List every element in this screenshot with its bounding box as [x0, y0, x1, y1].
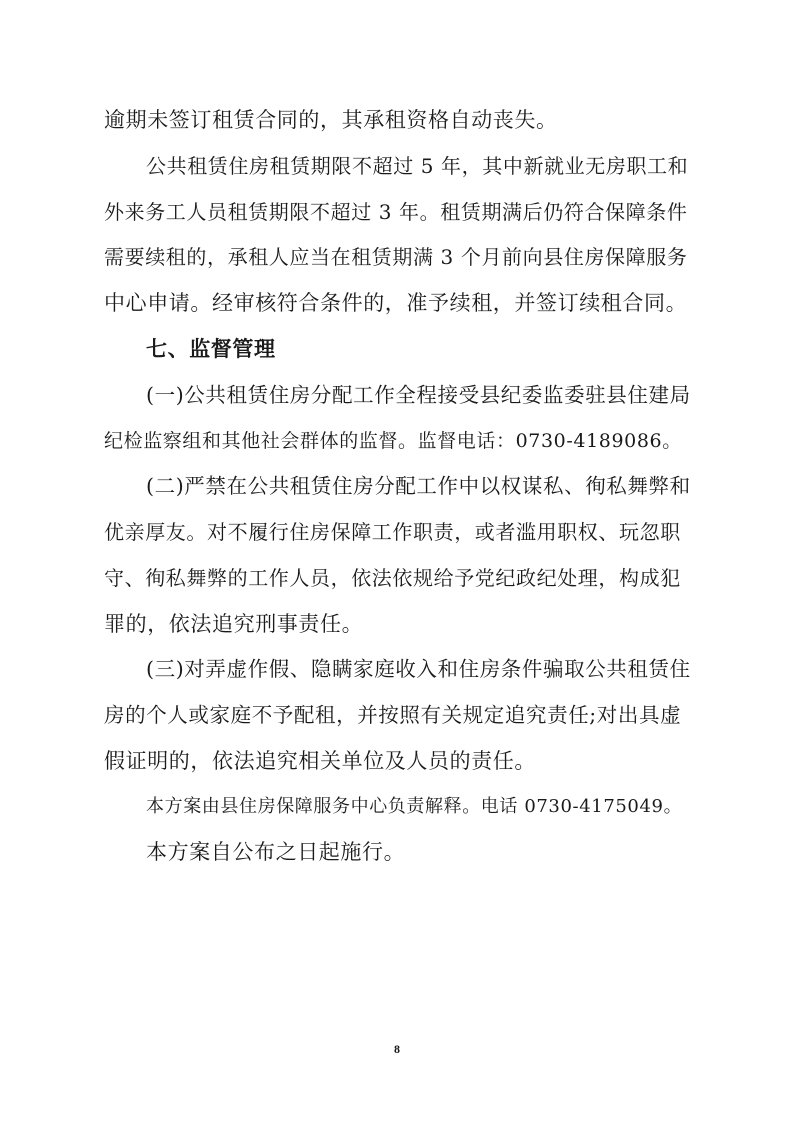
text-line: 需要续租的，承租人应当在租赁期满 3 个月前向县住房保障服务: [104, 245, 688, 269]
text-line: 罪的，依法追究刑事责任。: [104, 612, 364, 636]
text-line: 纪检监察组和其他社会群体的监督。监督电话：0730-4189086。: [104, 430, 682, 452]
text-line: 房的个人或家庭不予配租，并按照有关规定追究责任;对出具虚: [104, 703, 682, 727]
text-line: 公共租赁住房租赁期限不超过 5 年，其中新就业无房职工和: [146, 154, 689, 178]
text-line: 本方案由县住房保障服务中心负责解释。电话 0730-4175049。: [146, 796, 683, 817]
text-line: 假证明的，依法追究相关单位及人员的责任。: [104, 749, 536, 773]
text-line: 优亲厚友。对不履行住房保障工作职责，或者滥用职权、玩忽职: [104, 520, 681, 544]
text-line: 中心申请。经审核符合条件的，准予续租，并签订续租合同。: [104, 291, 688, 315]
text-line: 守、徇私舞弊的工作人员，依法依规给予党纪政纪处理，构成犯: [104, 566, 681, 590]
text-line: (三)对弄虚作假、隐瞒家庭收入和住房条件骗取公共租赁住: [146, 657, 691, 681]
text-line: (一)公共租赁住房分配工作全程接受县纪委监委驻县住建局: [146, 383, 691, 407]
text-line: (二)严禁在公共租赁住房分配工作中以权谋私、徇私舞弊和: [146, 474, 691, 498]
page-number: 8: [394, 1042, 400, 1056]
text-line: 逾期未签订租赁合同的，其承租资格自动丧失。: [104, 108, 558, 132]
text-line: 本方案自公布之日起施行。: [146, 840, 406, 864]
text-line: 外来务工人员租赁期限不超过 3 年。租赁期满后仍符合保障条件: [104, 200, 688, 224]
section-heading: 七、监督管理: [146, 337, 276, 361]
